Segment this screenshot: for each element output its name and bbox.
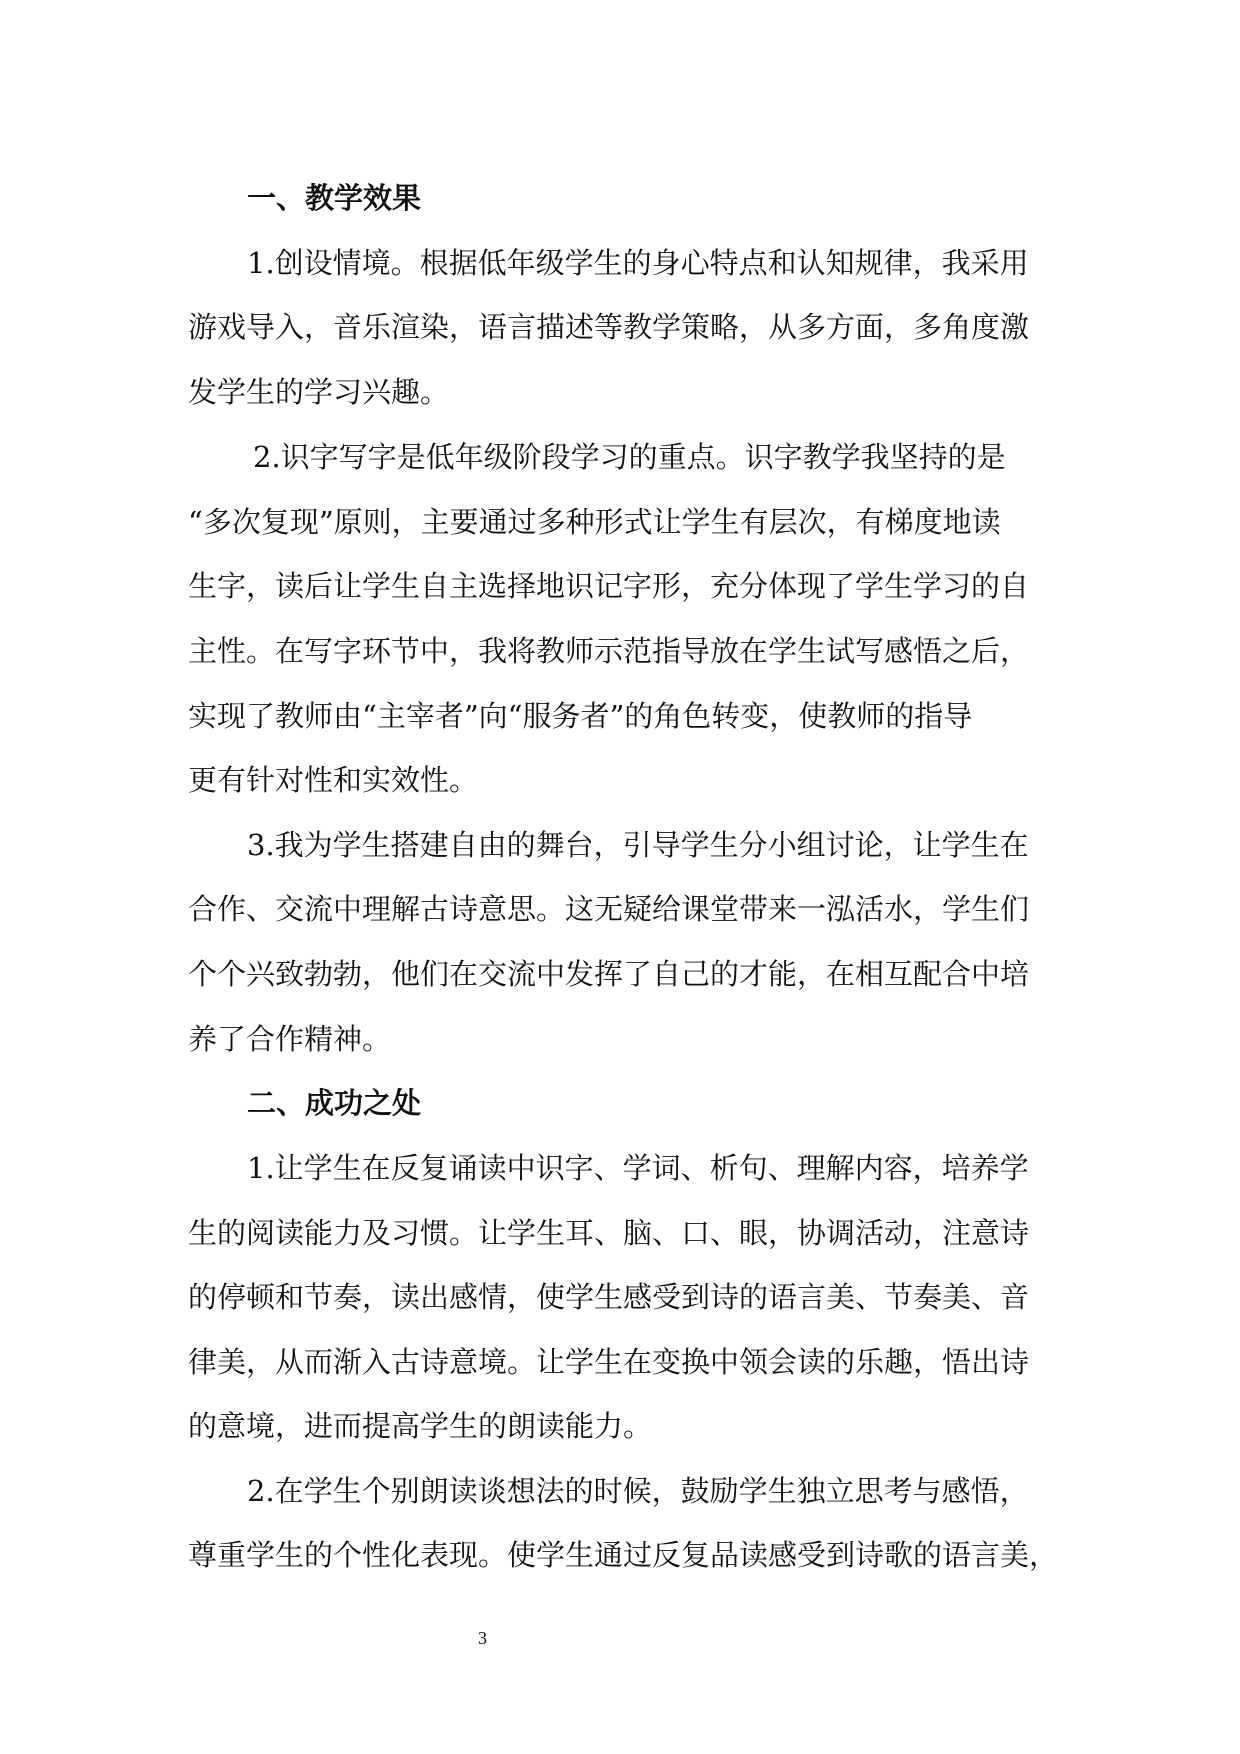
- paragraph-line: 尊重学生的个性化表现。使学生通过反复品读感受到诗歌的语言美，: [188, 1538, 1059, 1572]
- page-number: 3: [478, 1628, 487, 1648]
- paragraph-line: 的停顿和节奏，读出感情，使学生感受到诗的语言美、节奏美、音: [188, 1280, 1030, 1314]
- paragraph-line: 2.识字写字是低年级阶段学习的重点。识字教学我坚持的是: [253, 440, 1006, 474]
- paragraph-line: 生的阅读能力及习惯。让学生耳、脑、口、眼，协调活动，注意诗: [188, 1216, 1030, 1250]
- paragraph-line: 主性。在写字环节中，我将教师示范指导放在学生试写感悟之后，: [188, 634, 1030, 668]
- paragraph-line: 更有针对性和实效性。: [188, 763, 479, 797]
- paragraph-line: 实现了教师由“主宰者”向“服务者”的角色转变，使教师的指导: [188, 699, 973, 733]
- paragraph-line: 律美，从而渐入古诗意境。让学生在变换中领会读的乐趣，悟出诗: [188, 1345, 1030, 1379]
- section-heading-success: 二、成功之处: [247, 1086, 422, 1120]
- paragraph-line: 发学生的学习兴趣。: [188, 375, 450, 409]
- paragraph-line: 1.让学生在反复诵读中识字、学词、析句、理解内容，培养学: [247, 1151, 1029, 1185]
- paragraph-line: 3.我为学生搭建自由的舞台，引导学生分小组讨论，让学生在: [247, 828, 1029, 862]
- paragraph-line: 合作、交流中理解古诗意思。这无疑给课堂带来一泓活水，学生们: [188, 892, 1030, 926]
- paragraph-line: 个个兴致勃勃，他们在交流中发挥了自己的才能，在相互配合中培: [188, 957, 1030, 991]
- paragraph-line: 游戏导入，音乐渲染，语言描述等教学策略，从多方面，多角度激: [188, 310, 1030, 344]
- paragraph-line: 1.创设情境。根据低年级学生的身心特点和认知规律，我采用: [247, 246, 1029, 280]
- paragraph-line: 生字，读后让学生自主选择地识记字形，充分体现了学生学习的自: [188, 569, 1030, 603]
- paragraph-line: 2.在学生个别朗读谈想法的时候，鼓励学生独立思考与感悟，: [247, 1474, 1029, 1508]
- paragraph-line: 的意境，进而提高学生的朗读能力。: [188, 1409, 653, 1443]
- paragraph-line: “多次复现”原则，主要通过多种形式让学生有层次，有梯度地读: [188, 505, 1001, 539]
- paragraph-line: 养了合作精神。: [188, 1022, 392, 1056]
- section-heading-teaching-effect: 一、教学效果: [247, 181, 422, 215]
